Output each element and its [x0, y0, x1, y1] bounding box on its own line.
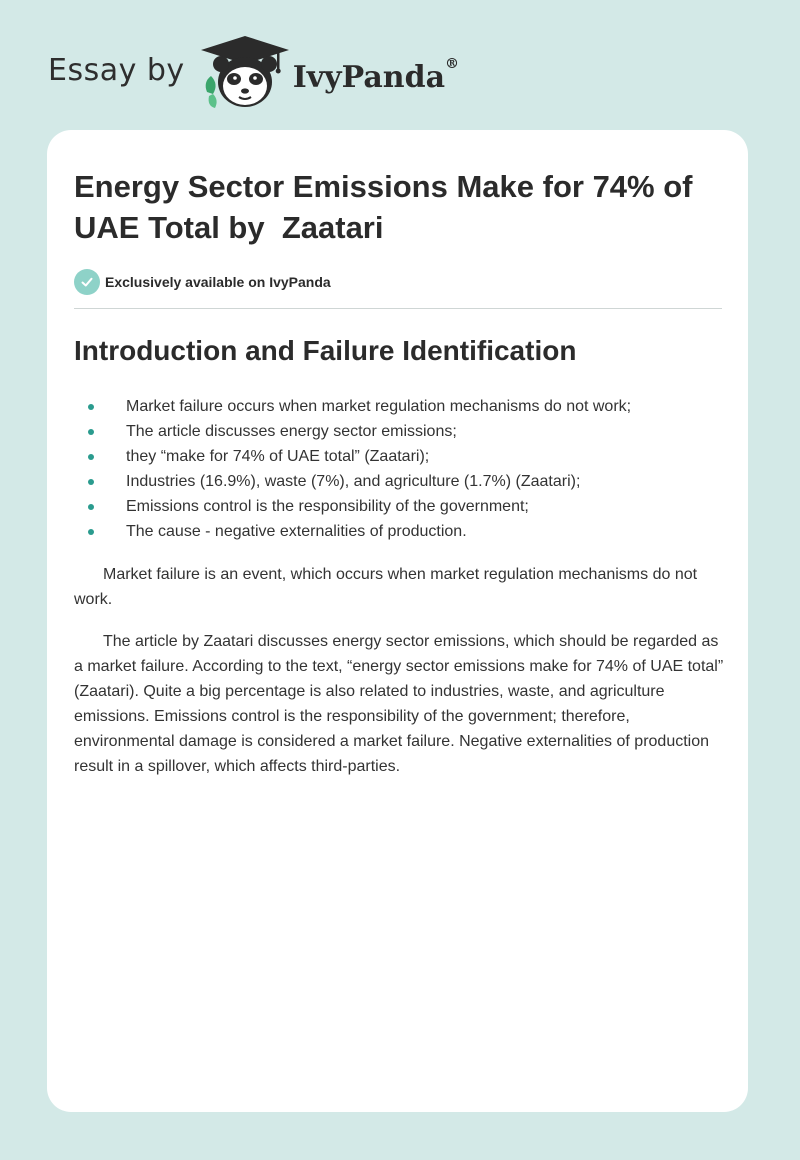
list-item: Industries (16.9%), waste (7%), and agriculture (1.7%) (Zaatari); — [74, 469, 722, 494]
essay-by-label: Essay by — [48, 52, 185, 88]
list-item: Market failure occurs when market regulation mechanisms do not work; — [74, 394, 722, 419]
bullet-dot-icon — [88, 529, 94, 535]
list-item: they “make for 74% of UAE total” (Zaatari); — [74, 444, 722, 469]
panda-logo-icon[interactable] — [199, 34, 291, 112]
list-item: Emissions control is the responsibility of the government; — [74, 494, 722, 519]
divider — [74, 308, 722, 309]
badge-text: Exclusively available on IvyPanda — [105, 274, 331, 290]
bullet-dot-icon — [88, 404, 94, 410]
brand-name[interactable]: IvyPanda® — [292, 55, 460, 95]
site-header — [48, 34, 459, 112]
check-icon — [74, 269, 100, 295]
bullet-dot-icon — [88, 479, 94, 485]
page-title: Energy Sector Emissions Make for 74% of UAE Total by Zaatari — [74, 169, 702, 245]
bullet-dot-icon — [88, 454, 94, 460]
bullet-dot-icon — [88, 429, 94, 435]
bullet-list — [74, 394, 722, 544]
list-item: The article discusses energy sector emissions; — [74, 419, 722, 444]
paragraph: The article by Zaatari discusses energy sector emissions, which should be regarded as a market failure. According to the text, “energy sector emissions make for 74% of UAE total” (Zaatari). Quite a big percentage is also related to industries, waste, and agriculture emissions. Emissions control is the responsibility of the government; therefore, environmental damage is considered a market failure. Negative externalities of production result in a spillover, which affects third-parties. — [74, 633, 724, 775]
list-item: The cause - negative externalities of production. — [74, 519, 722, 544]
bullet-dot-icon — [88, 504, 94, 510]
section-heading: Introduction and Failure Identification — [74, 335, 577, 366]
exclusive-badge — [74, 268, 722, 296]
article-card — [47, 130, 748, 1112]
paragraph: Market failure is an event, which occurs when market regulation mechanisms do not work. — [74, 566, 698, 608]
